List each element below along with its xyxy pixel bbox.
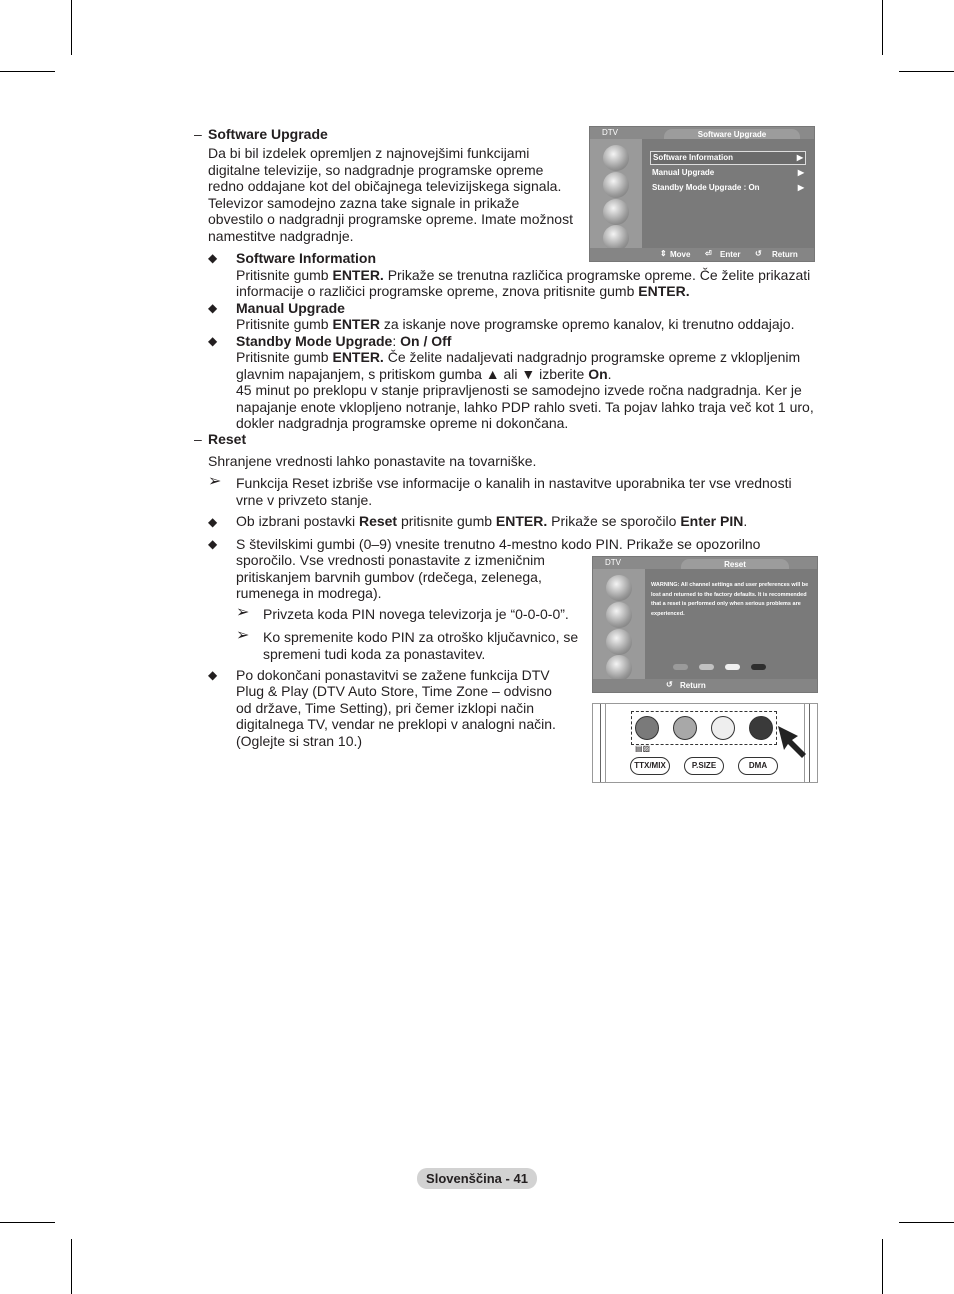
reset-bullet-text: sporočilo. Vse vrednosti ponastavite z izmeničnim — [236, 552, 545, 568]
sub-note-text: Ko spremenite kodo PIN za otroško ključavnico, se — [263, 629, 579, 645]
crop-mark — [0, 71, 55, 72]
menu-item-software-information[interactable]: Software Information ▶ — [650, 151, 806, 165]
item-text: Pritisnite gumb ENTER. Če želite nadaljevati nadgradnjo programske opreme z vklopljenim — [236, 349, 801, 365]
return-icon: ↺ — [666, 680, 673, 689]
osd-warning-panel — [645, 569, 817, 679]
osd-sidebar — [590, 139, 642, 248]
input-menu-icon — [606, 655, 632, 681]
item-title: Manual Upgrade — [236, 299, 345, 316]
footer-enter: Enter — [720, 250, 741, 259]
bullet-diamond: ◆ — [208, 251, 218, 265]
bullet-diamond: ◆ — [208, 515, 218, 529]
osd-dtv-label: DTV — [602, 128, 618, 137]
osd-top-bar — [593, 557, 817, 569]
note-arrow-icon: ➢ — [236, 627, 250, 644]
reset-bullet-text: digitalnega TV, vendar ne preklopi v analogni način. — [236, 716, 556, 732]
menu-item-standby-mode-upgrade[interactable]: Standby Mode Upgrade : On ▶ — [652, 183, 804, 192]
osd-dtv-label: DTV — [605, 558, 621, 567]
intro-line: digitalne televizije, so nadgradnje programske opreme — [208, 161, 544, 178]
reset-bullet-text: rumenega in modrega). — [236, 585, 382, 601]
setup-gear-icon — [603, 199, 629, 225]
osd-footer — [593, 679, 817, 692]
warning-message: WARNING: All channel settings and user preferences will be lost and returned to the factory defaults. It is recommended that a reset is performed only when serious problems are experienced. — [651, 582, 809, 617]
intro-line: Da bi bil izdelek opremljen z najnovejšimi funkcijami — [208, 145, 530, 161]
footer-return: Return — [772, 250, 798, 259]
return-icon: ↺ — [755, 249, 762, 258]
green-button[interactable] — [673, 716, 697, 740]
item-text: glavnim napajanjem, s pritiskom gumba ▲ ali ▼ izberite On. — [236, 365, 612, 382]
bullet-diamond: ◆ — [208, 537, 218, 551]
reset-bullet-text: pritiskanjem barvnih gumbov (rdečega, zelenega, — [236, 568, 542, 585]
footer-move: Move — [670, 250, 691, 259]
reset-bullet-text: S številskimi gumbi (0–9) vnesite trenutno 4-mestno kodo PIN. Prikaže se opozorilno — [236, 535, 761, 552]
page-number: Slovenščina - 41 — [417, 1168, 537, 1189]
bullet-diamond: ◆ — [208, 300, 218, 315]
dma-button[interactable]: DMA — [738, 757, 778, 775]
item-title: Software Information — [236, 250, 377, 266]
item-text: Pritisnite gumb ENTER za iskanje nove programske opremo kanalov, ki trenutno oddajajo. — [236, 316, 795, 332]
crop-mark — [899, 1222, 954, 1223]
enter-icon: ⏎ — [705, 249, 712, 258]
remote-edge — [600, 704, 601, 782]
intro-line: redno oddajane kot del običajnega televizijskega signala. — [208, 178, 562, 194]
sound-menu-icon — [606, 602, 632, 628]
color-indicator-blue — [751, 664, 766, 670]
red-button[interactable] — [635, 716, 659, 740]
note-text: vrne v privzeto stanje. — [236, 491, 373, 508]
intro-line: namestitve nadgradnje. — [208, 227, 354, 244]
sub-note-text: spremeni tudi koda za ponastavitev. — [263, 645, 486, 662]
note-text: Funkcija Reset izbriše vse informacije o kanalih in nastavitve uporabnika ter vse vrednosti — [236, 475, 792, 491]
osd-title: Reset — [681, 559, 789, 571]
footer-return: Return — [680, 681, 706, 690]
dash-marker: – — [194, 126, 202, 142]
item-text: 45 minut po preklopu v stanje pripravljenosti se samodejno izvede ročna nadgradnja. Ker je — [236, 382, 802, 398]
osd-footer — [590, 248, 814, 261]
reset-bullet-text: Ob izbrani postavki Reset pritisnite gumb ENTER. Prikaže se sporočilo Enter PIN. — [236, 513, 748, 529]
item-text: napajanje enote vklopljeno notranje, lahko PDP rahlo sveti. Ta pojav lahko traja več kot 1 uro, — [236, 398, 814, 415]
osd-menu-panel — [642, 139, 814, 248]
crop-mark — [0, 1222, 55, 1223]
reset-intro: Shranjene vrednosti lahko ponastavite na tovarniške. — [208, 453, 537, 469]
ttx-mix-button[interactable]: TTX/MIX — [630, 757, 670, 775]
crop-mark — [882, 1239, 883, 1294]
section-heading-reset: Reset — [208, 431, 247, 447]
crop-mark — [899, 71, 954, 72]
remote-control-illustration — [592, 703, 818, 783]
right-arrow-icon: ▶ — [797, 168, 804, 177]
picture-menu-icon — [603, 145, 629, 171]
crop-mark — [882, 0, 883, 55]
color-indicator-yellow — [725, 664, 740, 670]
teletext-icon: ▤▨ — [635, 744, 651, 753]
blue-button[interactable] — [749, 716, 773, 740]
menu-item-manual-upgrade[interactable]: Manual Upgrade ▶ — [652, 168, 804, 177]
sound-menu-icon — [603, 172, 629, 198]
bullet-diamond: ◆ — [208, 333, 218, 348]
crop-mark — [71, 0, 72, 55]
reset-bullet-text: Po dokončani ponastavitvi se zažene funkcija DTV — [236, 666, 550, 683]
item-text: dokler nadgradnja programske opreme ni dokončana. — [236, 415, 569, 431]
dash-marker: – — [194, 431, 202, 447]
yellow-button[interactable] — [711, 716, 735, 740]
reset-bullet-text: Plug & Play (DTV Auto Store, Time Zone – odvisno — [236, 683, 552, 699]
sub-note-text: Privzeta koda PIN novega televizorja je “0-0-0-0”. — [263, 606, 569, 622]
setup-gear-icon — [606, 629, 632, 655]
item-title: Standby Mode Upgrade: On / Off — [236, 332, 452, 349]
p-size-button[interactable]: P.SIZE — [684, 757, 724, 775]
move-icon: ⇕ — [660, 249, 667, 258]
item-text: informacije o različici programske opreme, znova pritisnite gumb ENTER. — [236, 283, 690, 299]
intro-line: Televizor samodejno zazna take signale in prikaže — [208, 194, 520, 211]
bullet-diamond: ◆ — [208, 668, 218, 682]
color-indicator-red — [673, 664, 688, 670]
osd-top-bar — [590, 127, 814, 139]
intro-line: obvestilo o nadgradnji programske opreme. Imate možnost — [208, 211, 573, 227]
crop-mark — [71, 1239, 72, 1294]
pointer-arrow-icon — [776, 724, 810, 760]
picture-menu-icon — [606, 575, 632, 601]
osd-sidebar — [593, 569, 645, 679]
color-indicator-green — [699, 664, 714, 670]
osd-reset-screen — [592, 556, 818, 693]
right-arrow-icon: ▶ — [796, 153, 803, 162]
reset-bullet-text: od države, Time Setting), pri čemer izklopi način — [236, 699, 535, 716]
section-heading-software-upgrade: Software Upgrade — [208, 126, 328, 142]
note-arrow-icon: ➢ — [236, 604, 250, 621]
item-text: Pritisnite gumb ENTER. Prikaže se trenutna različica programske opreme. Če želite prikazati — [236, 266, 811, 283]
note-arrow-icon: ➢ — [208, 473, 222, 490]
reset-bullet-text: (Oglejte si stran 10.) — [236, 732, 363, 749]
osd-software-upgrade-screen — [589, 126, 815, 262]
remote-edge — [605, 704, 606, 782]
right-arrow-icon: ▶ — [797, 183, 804, 192]
osd-title: Software Upgrade — [664, 129, 800, 141]
